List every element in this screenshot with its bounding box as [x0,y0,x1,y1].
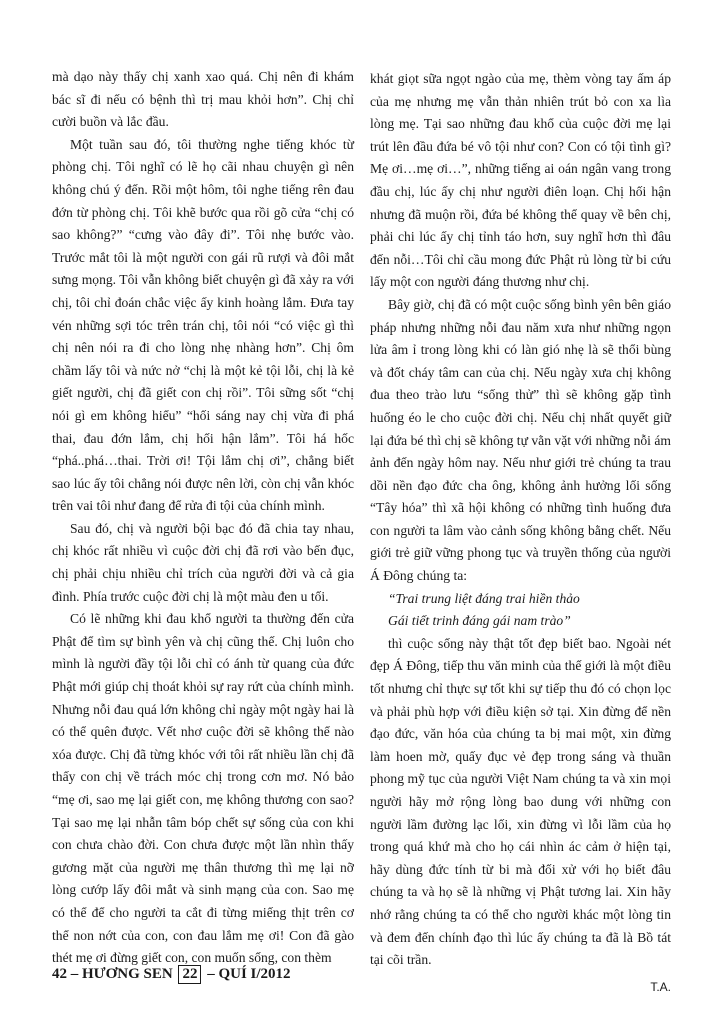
paragraph: Có lẽ những khi đau khổ người ta thường đến cửa Phật để tìm sự bình yên và chị cũng thế. Chị luôn cho mình là người đầy tội lỗi chỉ có ánh từ quang của đức Phật mới giúp chị thoát khỏi sự ray rứt của chính mình. Nhưng nỗi đau quá lớn không chỉ ngày một ngày hai là có thể quên được. Vết nhơ cuộc đời sẽ không thể nào xóa được. Chị đã từng khóc với tôi rất nhiều lần chị đã thấy con chị về trách móc chị trong cơn mơ. Nó bảo “mẹ ơi, sao mẹ lại giết con, mẹ không thương con sao? Tại sao mẹ lại nhẫn tâm bóp chết sự sống của con khi con chưa chào đời. Con chưa được một lần nhìn thấy gương mặt của người mẹ thân thương thì mẹ lại nỡ lòng cướp lấy đôi mắt và sinh mạng của con. Sao mẹ có thể để cho người ta cắt đi từng miếng thịt trên cơ thể non nớt của con, con đau lắm mẹ ơi! Con đã gào thét mẹ ơi đừng giết con, con muốn sống, con thèm [52,611,354,966]
paragraph: mà dạo này thấy chị xanh xao quá. Chị nên đi khám bác sĩ đi nếu có bệnh thì trị mau khỏi hơn”. Chị chỉ cười buồn và lắc đầu. [52,69,354,130]
poem-line: “Trai trung liệt đáng trai hiền thảo [388,590,580,606]
issue-period: QUÍ I/2012 [218,966,291,982]
poem-quote [370,588,671,633]
magazine-name: HƯƠNG SEN [82,966,173,982]
poem-line: Gái tiết trinh đáng gái nam trào” [388,613,571,629]
paragraph: thì cuộc sống này thật tốt đẹp biết bao. Ngoài nét đẹp Á Đông, tiếp thu văn minh của thế giới là một điều tốt nhưng chỉ thực sự tốt khi sự tiếp thu đó có chọn lọc và phải phù hợp với điều kiện sở tại. Xin đừng để nền đạo đức, văn hóa của chúng ta bị mai một, xin đừng làm hoen mờ, quấy đục vẻ đẹp trong sáng và thuần phong mỹ tục của người Việt Nam chúng ta và xin mọi người hãy mở rộng lòng bao dung với những con người lầm đường lạc lối, xin đừng vì lỗi lầm của họ trong quá khứ mà cho họ cái nhìn ác cảm ở hiện tại, hãy dùng đức tính từ bi mà đối xử với họ biết đâu chúng ta và họ sẽ là những vị Phật tương lai. Xin hãy nhớ rằng chúng ta có thể cho người khác một lòng tin và đem đến chính đạo thì lúc ấy chúng ta đã là Bồ tát tại cõi trần. [370,635,671,968]
paragraph: Sau đó, chị và người bội bạc đó đã chia tay nhau, chị khóc rất nhiều vì cuộc đời chị đã rơi vào bến đục, chị phải chịu nhiều chỉ trích của người đời và cả gia đình. Phía trước cuộc đời chị là một màu đen u tối. [52,520,354,604]
page-footer [52,965,291,984]
paragraph: Bây giờ, chị đã có một cuộc sống bình yên bên giáo pháp nhưng những nỗi đau năm xưa như những ngọn lửa âm ỉ trong lòng khi có làn gió nhẹ là sẽ thổi bùng và đốt cháy tâm can của chị. Nếu ngày xưa chị không đua theo trào lưu “sống thử” thì sẽ không gặp tình huống éo le cho cuộc đời chị. Nếu chị nhất quyết giữ lại đứa bé thì chị sẽ không tự vằn vặt với những nỗi ám ảnh đến ngày hôm nay. Nếu như giới trẻ chúng ta trau dồi nền đạo đức cha ông, không ảnh hưởng lối sống “Tây hóa” thì xã hội không có những tình huống đưa con người ta lâm vào cảnh sống không bằng chết. Nếu giới trẻ giữ vững phong tục và truyền thống của người Á Đông chúng ta: [370,296,671,584]
paragraph: khát giọt sữa ngọt ngào của mẹ, thèm vòng tay ấm áp của mẹ nhưng mẹ vẫn thản nhiên trút bỏ con xa lìa lòng mẹ. Tại sao những đau khổ của cuộc đời mẹ lại trút lên đầu đứa bé vô tội như con? Con có tội tình gì? Mẹ ơi…mẹ ơi…”, những tiếng ai oán ngân vang trong đầu chị, lúc ấy chị như người điên loạn. Chị hối hận nhưng đã muộn rồi, đứa bé không thể quay về bên chị, phải chi lúc ấy chị tỉnh táo hơn, suy nghĩ hơn thì đâu đến nỗi…Tôi chỉ cầu mong đức Phật rủ lòng từ bi cứu lấy một con người đáng thương như chị. [370,71,671,290]
author-signature: T.A. [650,979,671,994]
paragraph: Một tuần sau đó, tôi thường nghe tiếng khóc từ phòng chị. Tôi nghĩ có lẽ họ cãi nhau chuyện gì nên không chú ý đến. Rồi một hôm, tôi nghe tiếng rên đau đớn từ phòng chị. Tôi khẽ bước qua rồi gõ cửa “chị có sao không?” “cưng vào đây đi”. Tôi nhẹ bước vào. Trước mắt tôi là một người con gái rũ rượi và đôi mắt sưng mọng. Tôi vẫn không biết chuyện gì đã xảy ra với chị, tôi chỉ đoán chắc việc ấy kinh hoàng lắm. Đưa tay vén những sợi tóc trên trán chị, tôi nói “có việc gì thì chị nên nói ra đi cho lòng nhẹ nhàng hơn”. Chị ôm chầm lấy tôi và nức nở “chị là một kẻ tội lỗi, chị là kẻ giết người, chị đã giết con chị rồi”. Tôi sững sốt “chị nói gì em không hiểu” “hối sáng nay chị vừa đi phá thai, đau đớn lắm, chị hối hận lắm”. Tôi há hốc “phá..phá…thai. Trời ơi! Tội lắm chị ơi”, chẳng biết sao lúc ấy tôi chẳng nói được nên lời, còn chị vẫn khóc trên vai tôi như đang để rửa đi tội của chính mình. [52,136,354,514]
left-column [52,66,354,970]
footer-dash: – [70,966,79,982]
issue-number-box: 22 [178,965,201,984]
page-number: 42 [52,966,67,982]
footer-dash: – [207,966,215,982]
right-column [370,68,671,998]
